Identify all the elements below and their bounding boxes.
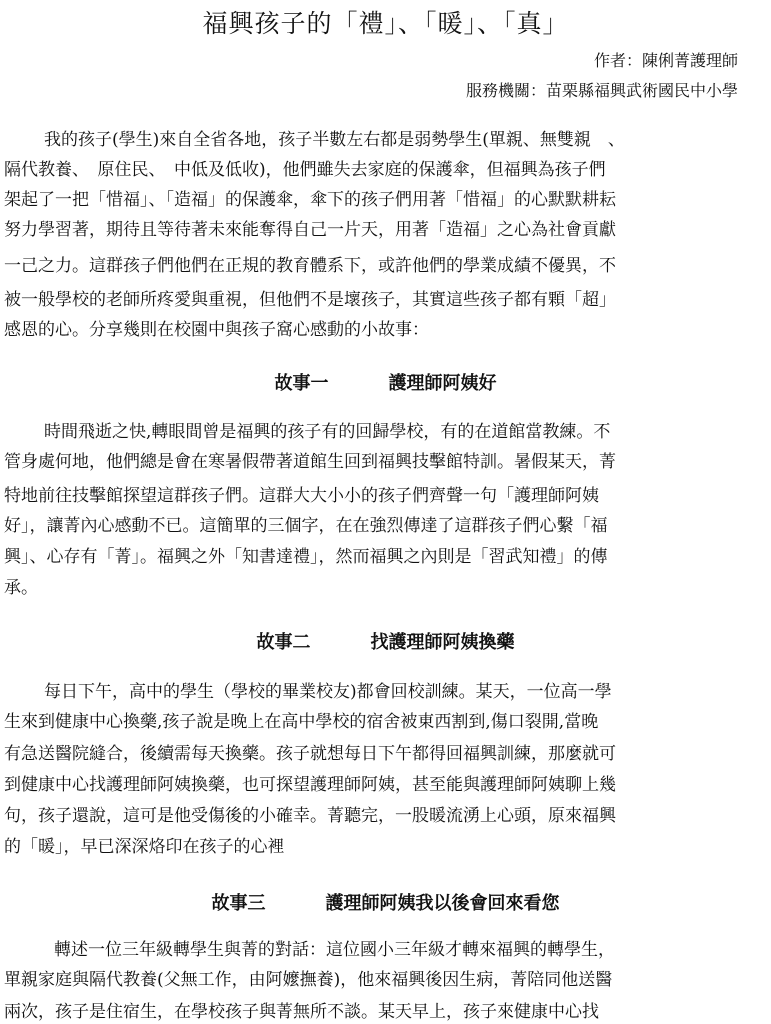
intro-line: 我的孩子(學生)來自全省各地，孩子半數左右都是弱勢學生(單親、無雙親 、	[44, 130, 625, 150]
story-1-heading	[0, 369, 771, 395]
story-2-line: 有急送醫院縫合，後續需每天換藥。孩子就想每日下午都得回福興訓練，那麼就可	[4, 744, 616, 764]
story-1-line: 好」，讓菁內心感動不已。這簡單的三個字，在在強烈傳達了這群孩子們心繫「福	[4, 516, 608, 536]
intro-line: 努力學習著，期待且等待著未來能奪得自己一片天，用著「造福」之心為社會貢獻	[4, 220, 616, 240]
story-2-line: 每日下午，高中的學生（學校的畢業校友)都會回校訓練。某天，一位高一學	[44, 682, 612, 702]
organization-line: 服務機關：苗栗縣福興武術國民中小學	[465, 81, 738, 100]
story-3-title: 護理師阿姨我以後會回來看您	[325, 893, 560, 914]
story-2-number: 故事二	[256, 632, 311, 653]
intro-line: 一己之力。這群孩子們他們在正規的教育體系下，或許他們的學業成績不優異，不	[4, 256, 616, 276]
intro-line: 被一般學校的老師所疼愛與重視，但他們不是壞孩子，其實這些孩子都有顆「超」	[4, 290, 616, 310]
story-2-line: 句，孩子還說，這可是他受傷後的小確幸。菁聽完，一股暖流湧上心頭，原來福興	[4, 806, 616, 826]
story-3-line: 轉述一位三年級轉學生與菁的對話：這位國小三年級才轉來福興的轉學生，	[54, 940, 615, 960]
story-2-line: 生來到健康中心換藥,孩子說是晚上在高中學校的宿舍被東西割到,傷口裂開,當晚	[4, 712, 599, 732]
story-2-title: 找護理師阿姨換藥	[370, 632, 515, 653]
story-1-line: 特地前往技擊館探望這群孩子們。這群大大小小的孩子們齊聲一句「護理師阿姨	[4, 486, 599, 506]
story-1-line: 管身處何地，他們總是會在寒暑假帶著道館生回到福興技擊館特訓。暑假某天，菁	[4, 452, 616, 472]
story-1-line: 承。	[4, 578, 38, 598]
story-3-line: 兩次，孩子是住宿生，在學校孩子與菁無所不談。某天早上，孩子來健康中心找	[4, 1002, 599, 1022]
story-2-line: 的「暖」，早已深深烙印在孩子的心裡	[4, 837, 285, 857]
intro-line: 架起了一把「惜福」、「造福」的保護傘，傘下的孩子們用著「惜福」的心默默耕耘	[4, 190, 616, 210]
story-2-heading	[0, 628, 771, 654]
author-line: 作者：陳俐菁護理師	[593, 51, 738, 70]
document-title: 福興孩子的「禮」、「暖」、「真」	[202, 9, 569, 38]
story-1-line: 時間飛逝之快,轉眼間曾是福興的孩子有的回歸學校，有的在道館當教練。不	[44, 422, 611, 442]
story-1-title: 護理師阿姨好	[388, 373, 497, 394]
story-2-line: 到健康中心找護理師阿姨換藥，也可探望護理師阿姨，甚至能與護理師阿姨聊上幾	[4, 775, 616, 795]
story-3-line: 單親家庭與隔代教養(父無工作，由阿嬤撫養)，他來福興後因生病，菁陪同他送醫	[4, 970, 613, 990]
story-3-number: 故事三	[211, 893, 266, 914]
intro-line: 隔代教養、 原住民、 中低及低收)，他們雖失去家庭的保護傘，但福興為孩子們	[4, 160, 606, 180]
story-1-line: 興」、心存有「菁」。福興之外「知書達禮」，然而福興之內則是「習武知禮」的傳	[4, 547, 608, 567]
story-3-heading	[0, 889, 771, 915]
story-1-number: 故事一	[274, 373, 329, 394]
intro-line: 感恩的心。分享幾則在校園中與孩子窩心感動的小故事：	[4, 320, 429, 340]
